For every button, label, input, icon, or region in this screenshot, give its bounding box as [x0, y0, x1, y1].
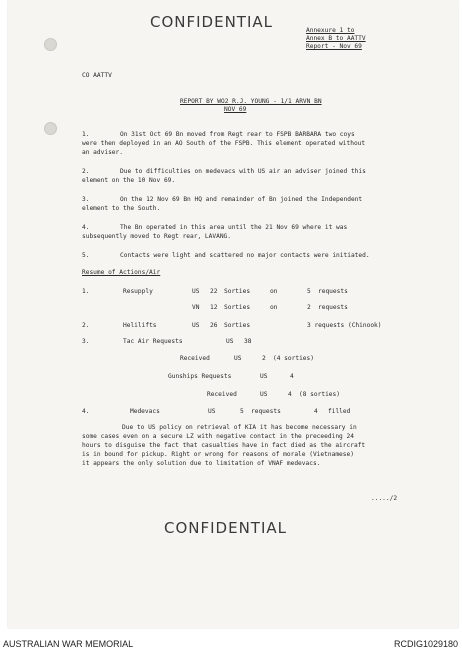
resume-source: US [226, 338, 234, 345]
resume-on: on [270, 288, 278, 295]
resume-filled-count: 4 [314, 408, 318, 415]
resume-source: US [260, 391, 268, 398]
resume-number: 1. [82, 288, 90, 295]
paragraph-line: The Bn operated in this area until the 21 Nov 69 where it was [120, 224, 348, 231]
resume-source: US [208, 408, 216, 415]
resume-unit: Sorties [224, 322, 251, 329]
paragraph-number: 3. [82, 196, 90, 203]
resume-filled-label: filled [328, 408, 351, 415]
resume-label: Gunships Requests [168, 373, 232, 380]
resume-note: (4 sorties) [273, 355, 314, 362]
resume-value: 4 [288, 391, 292, 398]
punch-hole [44, 38, 57, 51]
resume-value: 26 [210, 322, 218, 329]
resume-label: Resupply [123, 288, 153, 295]
punch-hole [44, 122, 57, 135]
resume-value: 4 [290, 373, 294, 380]
resume-note: (8 sorties) [299, 391, 340, 398]
paragraph-line: subsequently moved to Regt rear, LAVANG. [82, 233, 232, 240]
closing-line: is in bound for pickup. Right or wrong for reasons of morale (Vietnamese) [82, 451, 354, 458]
resume-source: US [260, 373, 268, 380]
resume-requests-unit: requests [318, 304, 348, 311]
paragraph-line: were then deployed in an AO South of the FSPB. This element operated without [82, 140, 366, 147]
resume-label: Received [180, 355, 210, 362]
resume-unit: Sorties [224, 304, 251, 311]
classification-bottom: CONFIDENTIAL [164, 519, 288, 537]
paragraph-line: Contacts were light and scattered no major contacts were initiated. [120, 252, 370, 259]
resume-requests: 5 [307, 288, 311, 295]
resume-value: 22 [210, 288, 218, 295]
report-date: NOV 69 [224, 106, 247, 113]
addressee: CO AATTV [82, 72, 112, 79]
resume-label: Helilifts [123, 322, 157, 329]
resume-label: Received [207, 391, 237, 398]
resume-value: 5 [240, 408, 244, 415]
resume-source: US [192, 322, 200, 329]
annexure-line: Report - Nov 69 [306, 43, 362, 50]
resume-source: US [192, 288, 200, 295]
paragraph-number: 5. [82, 252, 90, 259]
paragraph-number: 4. [82, 224, 90, 231]
resume-requests: 2 [307, 304, 311, 311]
archive-reference: RCDIG1029180 [393, 639, 458, 649]
resume-value: 2 [262, 355, 266, 362]
archive-footer [0, 636, 462, 654]
paragraph-number: 1. [82, 131, 90, 138]
resume-unit: requests [251, 408, 281, 415]
resume-requests-unit: requests [318, 288, 348, 295]
document-page [8, 0, 458, 628]
closing-line: hours to disguise the fact that casualties have in fact died as the aircraft [82, 442, 366, 449]
paragraph-line: On the 12 Nov 69 Bn HQ and remainder of Bn joined the Independent [120, 196, 363, 203]
resume-number: 2. [82, 322, 90, 329]
resume-label: Tac Air Requests [123, 338, 183, 345]
closing-line: it appears the only solution due to limitation of VNAF medevacs. [82, 460, 321, 467]
resume-on: on [270, 304, 278, 311]
paragraph-line: an adviser. [82, 149, 123, 156]
resume-source: VN [192, 304, 200, 311]
resume-heading: Resume of Actions/Air [82, 269, 161, 276]
closing-line: Due to US policy on retrieval of KIA it has become necessary in [122, 424, 357, 431]
resume-unit: Sorties [224, 288, 251, 295]
paragraph-line: On 31st Oct 69 Bn moved from Regt rear to FSPB BARBARA two coys [120, 131, 355, 138]
resume-value: 38 [244, 338, 252, 345]
report-title: REPORT BY WO2 R.J. YOUNG - 1/1 ARVN BN [180, 98, 322, 105]
annexure-line: Annex B to AATTV [306, 35, 366, 42]
archive-name: AUSTRALIAN WAR MEMORIAL [3, 639, 134, 649]
paragraph-line: element on the 10 Nov 69. [82, 177, 176, 184]
resume-value: 12 [210, 304, 218, 311]
continuation-marker: ...../2 [371, 495, 398, 502]
resume-label: Medevacs [130, 408, 160, 415]
paragraph-line: element to the South. [82, 205, 161, 212]
resume-number: 4. [82, 408, 90, 415]
classification-top: CONFIDENTIAL [150, 13, 274, 31]
resume-number: 3. [82, 338, 90, 345]
resume-source: US [234, 355, 242, 362]
paragraph-line: Due to difficulties on medevacs with US air an adviser joined this [120, 168, 366, 175]
paragraph-number: 2. [82, 168, 90, 175]
closing-line: some cases even on a secure LZ with negative contact in the preceeding 24 [82, 433, 354, 440]
resume-requests: 3 requests (Chinook) [307, 322, 382, 329]
annexure-line: Annexure 1 to [306, 27, 355, 34]
